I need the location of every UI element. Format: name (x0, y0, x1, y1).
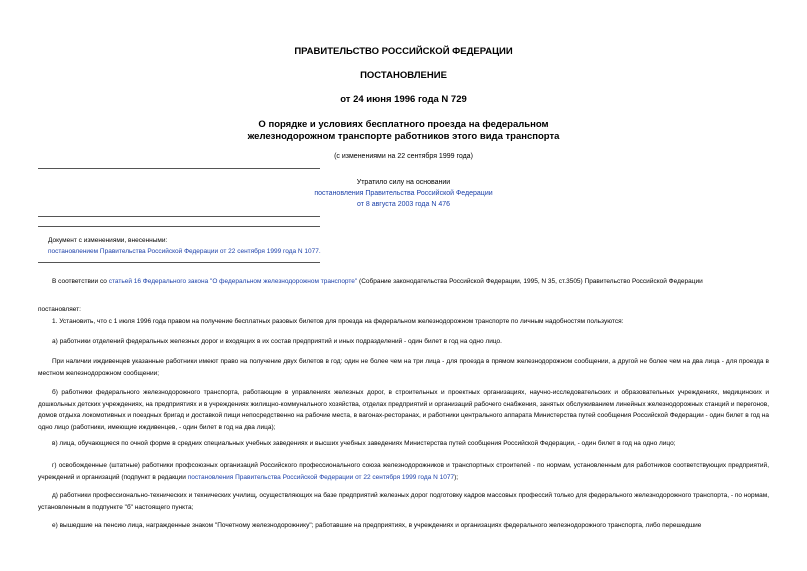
preamble-paragraph (38, 276, 769, 288)
changes-label: Документ с изменениями, внесенными: (48, 237, 168, 244)
invalid-basis-link-date[interactable]: от 8 августа 2003 года N 476 (356, 201, 451, 208)
clause-e: е) вышедшие на пенсию лица, награжденные знаком "Почетному железнодорожнику"; работавшие на предприятиях, в учреждениях и организациях федерального железнодорожного транспорта, либо перешедшие (52, 522, 702, 529)
invalid-basis-link[interactable]: постановления Правительства Российской Федерации (314, 190, 493, 197)
amendment-note: (с изменениями на 22 сентября 1999 года) (334, 153, 473, 160)
doc-title-line-1: О порядке и условиях бесплатного проезда на федеральном (258, 119, 549, 130)
federal-law-link[interactable]: статьей 16 Федерального закона "О федеральном железнодорожном транспорте" (108, 278, 358, 285)
preamble-text-end: (Собрание законодательства Российской Федерации, 1995, N 35, ст.3505) Правительство Российской Федерации (357, 278, 703, 285)
doc-type-heading: ПОСТАНОВЛЕНИЕ (360, 70, 447, 81)
divider (38, 216, 320, 217)
divider (38, 226, 320, 227)
doc-title-line-2: железнодорожном транспорте работников этого вида транспорта (247, 131, 560, 142)
clause-a: а) работники отделений федеральных железных дорог и входящих в их состав предприятий и иных подразделений - один билет в год на одно лицо. (52, 338, 502, 345)
clause-g (38, 460, 769, 483)
clause-d: д) работники профессионально-технических и технических училищ, осуществляющих на базе предприятий железных дорог подготовку кадров массовых профессий только для федерального железнодорожного транспорта, - по нормам, установленным в подпункте "б" настоящего пункта; (38, 492, 769, 511)
clause-a-dependents: При наличии иждивенцев указанные работники имеют право на получение двух билетов в год: один не более чем на три лица - для проезда в прямом железнодорожном сообщении, а другой не более чем на два лица - для проезда в местном железнодорожном сообщении; (38, 358, 769, 377)
divider (38, 262, 320, 263)
clause-b: б) работники федерального железнодорожного транспорта, работающие в управлениях железных дорог, в строительных и проектных организациях, научно-исследовательских и образовательных учреждениях, медицинских и дошкольных детских учреждениях, на предприятиях и в учреждениях жилищно-коммунального хозяйства, отделах предприятий и организаций рабочего снабжения, занятых обслуживанием линейных железнодорожных станций и перегонов, домов отдыха локомотивных и поездных бригад и доставкой пищи непосредственно на рабочие места, в вагонах-ресторанах, и работники центрального аппарата Министерства путей сообщения Российской Федерации - один билет в год на одно лицо (работники, имеющие иждивенцев, - один билет в год на два лица); (38, 389, 769, 431)
clause-g-text-end: ); (454, 473, 459, 481)
resolves-text: постановляет: (38, 306, 81, 313)
clause-g-text: г) освобожденные (штатные) работники профсоюзных организаций Российского профессионального союза железнодорожников и транспортных строителей - по нормам, установленным для работников соответствующих предприятий, учреждений и организаций (подпункт в редакции (38, 462, 769, 481)
changes-link[interactable]: постановлением Правительства Российской Федерации от 22 сентября 1999 года N 1077. (48, 248, 321, 255)
clause-1: 1. Установить, что с 1 июля 1996 года правом на получение бесплатных разовых билетов для проезда на федеральном железнодорожном транспорте по личным надобностям пользуются: (52, 318, 624, 325)
clause-v: в) лица, обучающиеся по очной форме в средних специальных учебных заведениях и высших учебных заведениях Министерства путей сообщения Российской Федерации, - один билет в год на одно лицо; (52, 440, 676, 447)
preamble-text: В соответствии со (52, 278, 109, 285)
amendment-link[interactable]: постановления Правительства Российской Федерации от 22 сентября 1999 года N 1077 (187, 473, 455, 481)
doc-date-number: от 24 июня 1996 года N 729 (340, 94, 467, 105)
divider (38, 168, 320, 169)
org-heading: ПРАВИТЕЛЬСТВО РОССИЙСКОЙ ФЕДЕРАЦИИ (294, 46, 513, 57)
invalid-notice: Утратило силу на основании (356, 179, 451, 186)
